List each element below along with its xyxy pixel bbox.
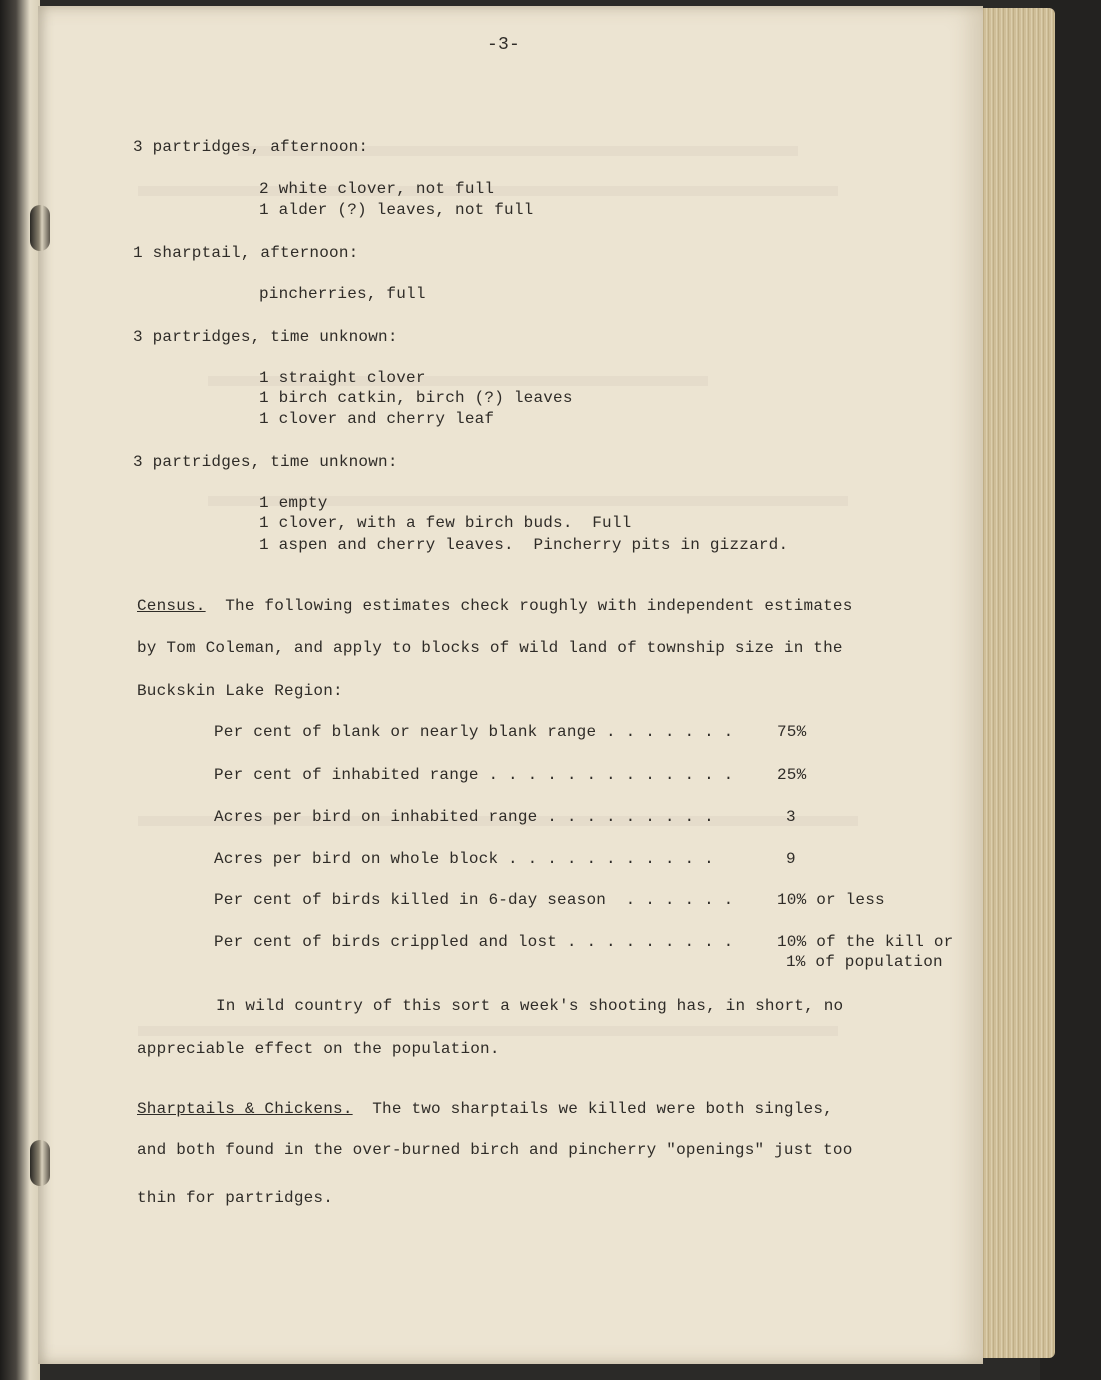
- census-row-value: 75%: [777, 723, 807, 741]
- census-heading: Census.: [137, 597, 206, 615]
- census-paragraph-line: Buckskin Lake Region:: [137, 682, 343, 700]
- page-number: -3-: [487, 35, 521, 55]
- census-row-value: 9: [786, 850, 796, 868]
- list-item: pincherries, full: [259, 285, 426, 303]
- list-item: 1 clover and cherry leaf: [259, 410, 495, 428]
- sharptails-paragraph-line: and both found in the over-burned birch and pincherry "openings" just too: [137, 1141, 853, 1159]
- list-heading: 3 partridges, afternoon:: [133, 138, 369, 156]
- sharptails-heading: Sharptails & Chickens.: [137, 1100, 353, 1118]
- census-conclusion: appreciable effect on the population.: [137, 1040, 500, 1058]
- page-stack-edge: [975, 8, 1055, 1358]
- census-row-label: Per cent of birds killed in 6-day season . . . . . .: [214, 891, 734, 909]
- list-item: 1 alder (?) leaves, not full: [259, 201, 534, 219]
- census-conclusion: In wild country of this sort a week's shooting has, in short, no: [216, 997, 844, 1015]
- list-heading: 1 sharptail, afternoon:: [133, 244, 359, 262]
- census-row-label: Per cent of inhabited range . . . . . . . . . . . . .: [214, 766, 734, 784]
- census-row-value: 25%: [777, 766, 807, 784]
- list-heading: 3 partridges, time unknown:: [133, 328, 398, 346]
- census-row-label: Per cent of birds crippled and lost . . . . . . . . .: [214, 933, 734, 951]
- binder-ring: [30, 205, 50, 251]
- list-item: 1 clover, with a few birch buds. Full: [259, 514, 632, 532]
- bleed-through: [138, 1026, 838, 1036]
- census-row-label: Per cent of blank or nearly blank range . . . . . . .: [214, 723, 734, 741]
- list-item: 1 empty: [259, 494, 328, 512]
- census-row-value: 1% of population: [786, 953, 943, 971]
- sharptails-text: The two sharptails we killed were both singles,: [352, 1100, 833, 1118]
- list-item: 2 white clover, not full: [259, 180, 495, 198]
- list-item: 1 straight clover: [259, 369, 426, 387]
- census-row-value: 10% of the kill or: [777, 933, 954, 951]
- list-item: 1 aspen and cherry leaves. Pincherry pits in gizzard.: [259, 536, 789, 554]
- binder-ring: [30, 1140, 50, 1186]
- list-item: 1 birch catkin, birch (?) leaves: [259, 389, 573, 407]
- census-row-label: Acres per bird on whole block . . . . . . . . . . .: [214, 850, 714, 868]
- sharptails-paragraph-line: thin for partridges.: [137, 1189, 334, 1207]
- census-row-label: Acres per bird on inhabited range . . . . . . . . .: [214, 808, 714, 826]
- sharptails-paragraph-line: [137, 1101, 833, 1117]
- census-row-value: 10% or less: [777, 891, 885, 909]
- census-row-value: 3: [786, 808, 796, 826]
- census-intro-text: The following estimates check roughly with independent estimates: [205, 597, 853, 615]
- census-paragraph-line: [137, 598, 853, 614]
- census-paragraph-line: by Tom Coleman, and apply to blocks of wild land of township size in the: [137, 639, 843, 657]
- list-heading: 3 partridges, time unknown:: [133, 453, 398, 471]
